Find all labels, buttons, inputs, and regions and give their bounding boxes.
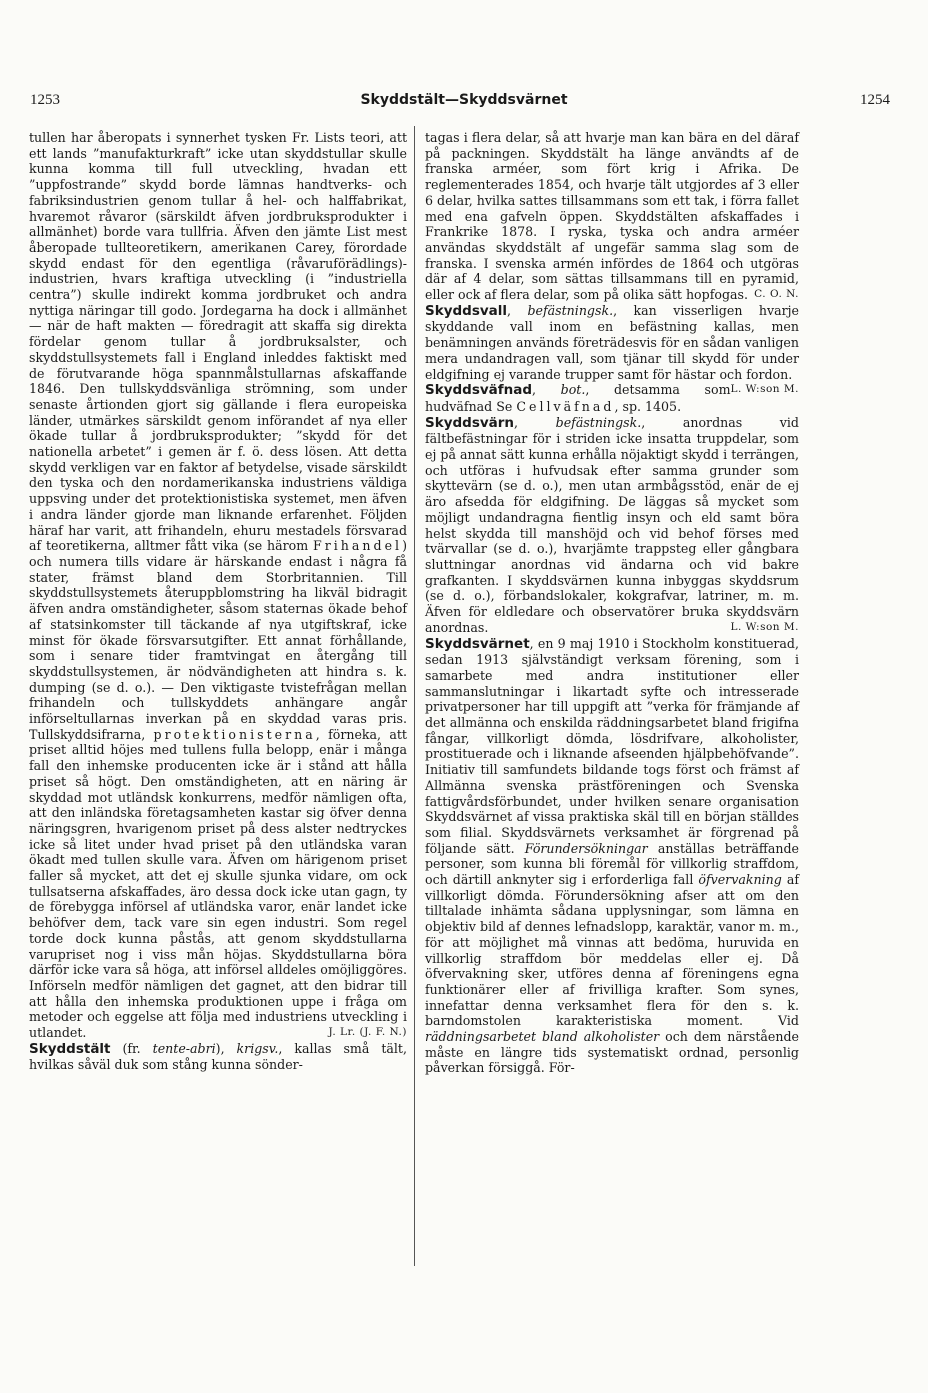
author-signature: J. Lr. (J. F. N.) [328,1026,407,1039]
running-title: Skyddstält—Skyddsvärnet [360,92,568,108]
page-header [0,92,928,114]
page-number-left: 1253 [30,92,60,108]
headword: Skyddstält [29,1040,111,1057]
column-divider [414,126,415,1266]
paragraph-tullskydd: tullen har åberopats i synnerhet tysken Fr. Lists teori, att ett lands ”manufakturkraft” icke utan skyddstullar skulle kunna komma till full utveckling, hvadan ett ”uppfostrande” skydd borde lämnas handtverks- och fabriksindustrien genom tullar å hel- och halffabrikat, hvaremot råvaror (särskildt äfven jordbruksprodukter i allmänhet) borde vara tullfria. Äfven den jämte List mest åberopade tullteoretikern, amerikanen Carey, förordade skydd endast för den egentliga (råvaruförädlings)-industrien, hvars kraftiga utveckling (i ”industriella centra”) skulle indirekt komma jordbruket och andra nyttiga näringar till godo. Jordegarna ha dock i allmänhet — när de haft makten — föredragit att skaffa sig direkta fördelar genom tullar å jordbruksalster, och skyddstullsystemets fall i England inleddes faktiskt med de förutvarande höga spannmålstullarnas afskaffande 1846. Den tullskyddsvänliga strömning, som under senaste årtionden gjort sig gällande i flera europeiska länder, utmärkes särskildt genom införandet af nya eller ökade tullar å jordbruksprodukter; ”skydd för det nationella arbetet” i gemen är f. ö. dess lösen. Att detta skydd verkligen var en faktor af betydelse, visade särskildt den tyska och den nordamerikanska industriens väldiga uppsving under det protektionistiska systemet, men äfven i andra länder gjorde man liknande erfarenhet. Följden häraf har varit, att frihandeln, ehuru mestadels försvarad af teoretikerna, alltmer fått vika (se härom Frihandel) och numera tills vidare är härskande endast i några få stater, främst bland dem Storbritannien. Till skyddstullsystemets återuppblomstring ha likväl bidragit äfven andra omständigheter, såsom staternas ökade behof af statsinkomster till täckande af nya utgiftskraf, icke minst för ökade försvarsutgifter. Ett annat förhållande, som i senare tider framtvingat en återgång till skyddstullsystemen, är nödvändigheten att hindra s. k. dumping (se d. o.). — Den viktigaste tvistefrågan mellan frihandeln och tullskyddets anhängare angår införseltullarnas inverkan på en skyddad varas pris. Tullskyddsifrarna, protektionisterna, förneka, att priset alltid höjes med tullens fulla belopp, enär i många fall den inhemske producenten icke är i stånd att hålla priset så högt. Den omständigheten, att en näring är skyddad mot utländsk konkurrens, medför nämligen ofta, att den inländska företagsamheten kastar sig öfver denna näringsgren, hvarigenom priset på dess alster nedtryckes icke så litet under hvad priset på den utländska varan ökadt med tullen skulle vara. Äfven om härigenom priset faller så mycket, att det ej skulle sjunka vidare, om ock tullsatserna afskaffades, äro dessa dock icke utan gagn, ty de förebygga införsel af utländska varor, enär landet icke behöfver dem, tack vare sin egen industri. Som regel torde dock kunna påstås, att genom skyddstullarna varupriset nog i viss mån höjas. Skyddstullarna böra därför icke vara så höga, att införsel alldeles omöjliggöres. Införseln medför nämligen det gagnet, att den bidrar till att hålla den inhemska produktionen uppe i fråga om metoder och eggelse att följa med industriens utveckling i utlandet. J. Lr. (J. F. N.) [29,130,407,1041]
cross-reference: Cellväfnad [516,398,615,414]
entry-skyddstalt-continued: tagas i flera delar, så att hvarje man kan bära en del däraf på packningen. Skyddstält ha länge användts af de franska arméer, som fört krig i Afrika. De reglementerades 1854, och hvarje tält utgjordes af 3 eller 6 delar, hvilka sattes tillsammans som ett tak, i förra fallet med ena gafveln öppen. Skyddstälten afskaffades i Frankrike 1878. I ryska, tyska och andra arméer användas skyddstält af ungefär samma slag som de franska. I svenska armén infördes de 1864 och utgöras där af 4 delar, som sättas tillsammans till en pyramid, eller ock af flera delar, som på olika sätt hopfogas. C. O. N. [425,130,799,303]
headword: Skyddsvärnet [425,635,530,652]
entry-skyddsvarnet: Skyddsvärnet, en 9 maj 1910 i Stockholm konstituerad, sedan 1913 självständigt verksam förening, som i samarbete med andra institutioner eller sammanslutningar i likartadt syfte och intresserade privatpersoner har till uppgift att ”verka för främjande af det allmänna och enskilda räddningsarbetet bland frigifna fångar, villkorligt dömda, lösdrifvare, alkoholister, prostituerade och i liknande afseenden hjälpbehöfvande”. Initiativ till samfundets bildande togs först och främst af Allmänna svenska prästföreningen och Svenska fattigvårdsförbundet, under hvilken senare organisation Skyddsvärnet af vissa praktiska skäl till en början ställdes som filial. Skyddsvärnets verksamhet är förgrenad på följande sätt. Förundersökningar anställas beträffande personer, som kunna bli föremål för villkorlig straffdom, och därtill anknyter sig i erforderliga fall öfvervakning af villkorligt dömda. Förundersökning afser att om den tilltalade inhämta sådana upplysningar, som lämna en objektiv bild af dennes lefnadslopp, karaktär, vanor m. m., för att möjlighet må vinnas att bedöma, huruvida en villkorlig straffdom bör meddelas eller ej. Då öfvervakning sker, utföres denna af föreningens egna funktionärer eller af frivilliga krafter. Som synes, innefattar denna verksamhet flera för den s. k. barndomstolen karakteristiska moment. Vid räddningsarbetet bland alkoholister och dem närstående måste en längre tids systematiskt ordnad, personlig påverkan försiggå. För- [425,635,799,1076]
entry-skyddsvall: Skyddsvall, befästningsk., kan visserligen hvarje skyddande vall inom en befästning kallas, men benämningen används företrädesvis för en sådan vanligen mera undandragen vall, som tjänar till skydd för under eldgifning ej varande trupper samt för hästar och fordon. L. W:son M. [425,303,799,383]
entry-skyddsvarn: Skyddsvärn, befästningsk., anordnas vid fältbefästningar för i striden icke insatta truppdelar, som ej på annat sätt kunna erhålla nöjaktigt skydd i terrängen, och utföras i hufvudsak efter samma grunder som skyttevärn (se d. o.), men utan armbågsstöd, enär de ej äro afsedda för eldgifning. De läggas så mycket som möjligt undandragna fientlig insyn och eld samt böra helst skydda till manshöjd och vid behof förses med tvärvallar (se d. o.), hvarjämte trappsteg eller gångbara sluttningar anordnas vid ändarna och vid bakre grafkanten. I skyddsvärnen kunna inbyggas skyddsrum (se d. o.), förbandslokaler, kokgrafvar, latriner, m. m. Äfven för eldledare och observatörer bruka skyddsvärn anordnas. L. W:son M. [425,414,799,635]
emphasized-term: protektionisterna [153,726,316,742]
entry-skyddsvafnad: Skyddsväfnad, bot., detsamma som hudväfnad Se Cellväfnad, sp. 1405. [425,382,731,414]
headword: Skyddsvärn [425,414,515,431]
author-signature: L. W:son M. [730,383,799,396]
left-column [29,130,407,1073]
author-signature: L. W:son M. [730,620,799,633]
author-signature: C. O. N. [754,288,799,301]
headword: Skyddsväfnad [425,382,533,399]
page-number-right: 1254 [860,92,890,108]
headword: Skyddsvall [425,302,508,319]
cross-reference: Frihandel [313,538,403,554]
right-column [425,130,799,1076]
entry-skyddstalt: Skyddstält (fr. tente-abri), krigsv., kallas små tält, hvilkas såväl duk som stång kunna sönder- [29,1040,407,1073]
